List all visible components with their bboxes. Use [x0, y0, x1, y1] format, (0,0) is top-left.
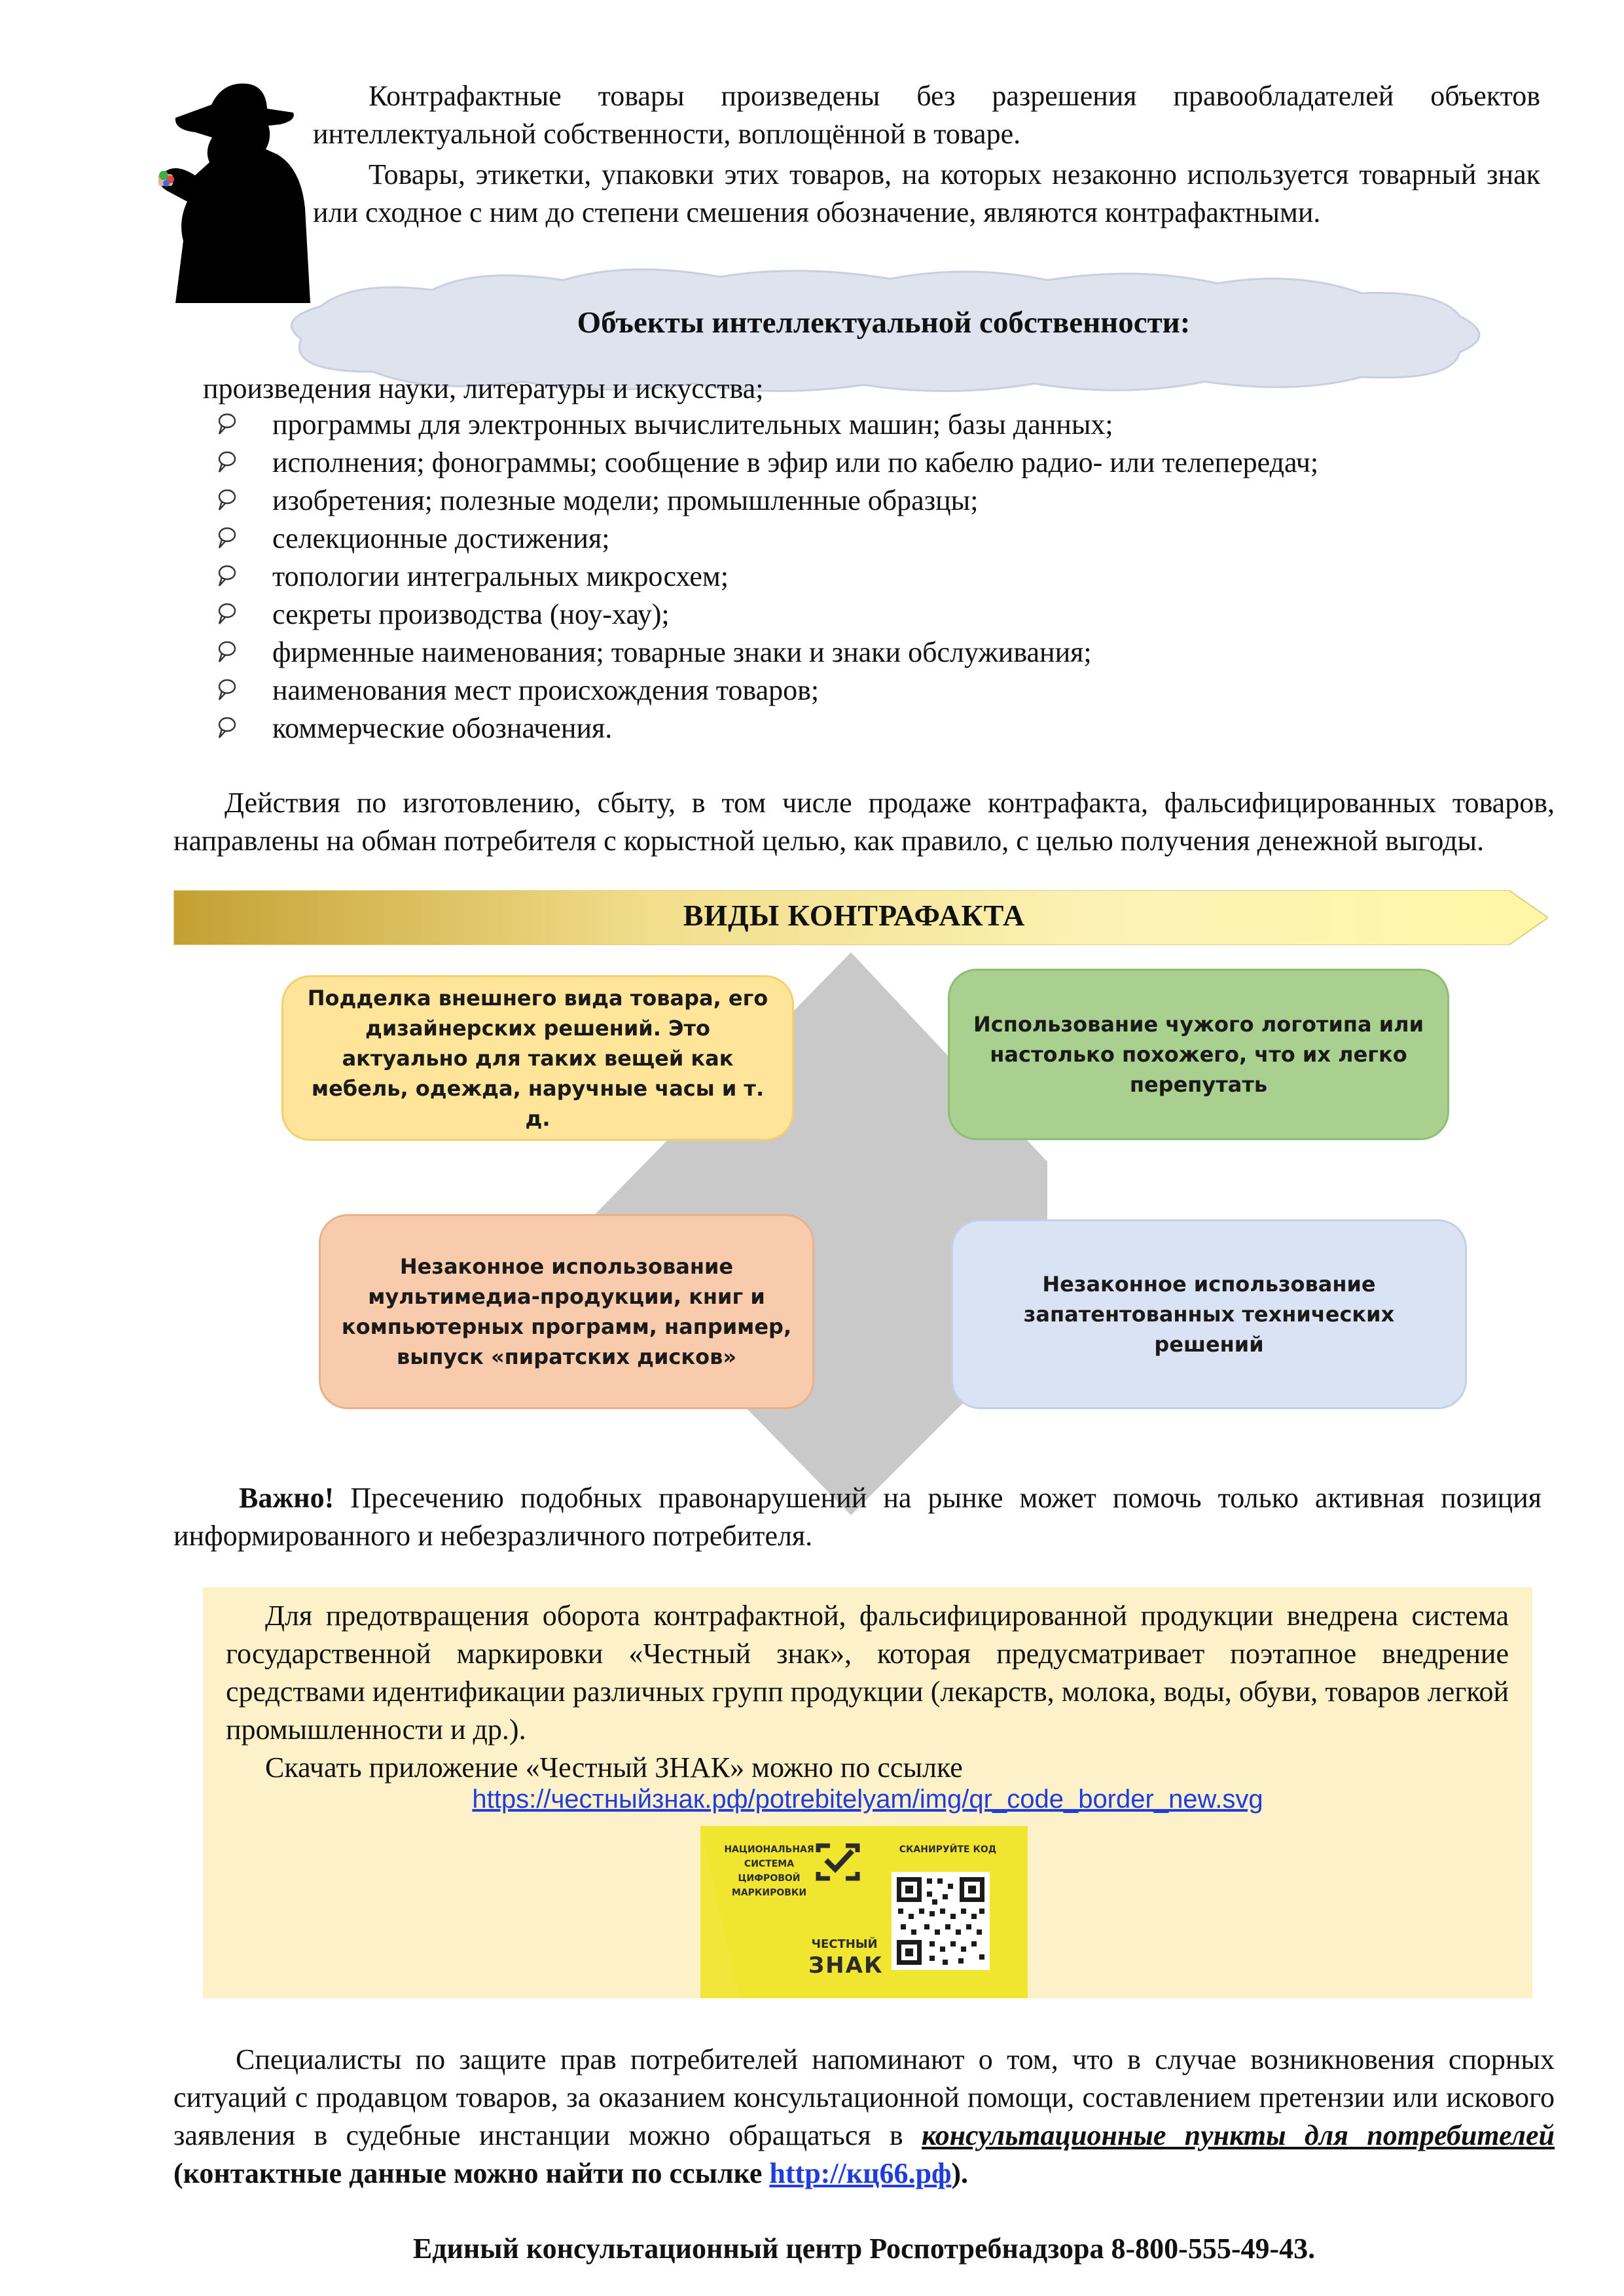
specialists-text-3: ). — [951, 2157, 969, 2189]
card-brand — [808, 1934, 884, 1979]
list-item — [209, 482, 1318, 520]
type-logo-box: Использование чужого логотипа или настолько похожего, что их легко перепутать — [948, 969, 1449, 1140]
speech-bubble-icon — [216, 526, 237, 550]
speech-bubble-icon — [216, 412, 237, 436]
list-item — [209, 444, 1318, 482]
kc66-link[interactable]: http://кц66.рф — [769, 2157, 952, 2189]
list-item-text: фирменные наименования; товарные знаки и знаки обслуживания; — [272, 636, 1092, 668]
hotline-text: Единый консультационный центр Роспотребнадзора 8-800-555-49-43. — [412, 2233, 1316, 2265]
important-label: Важно! — [239, 1482, 334, 1514]
list-item-text: секреты производства (ноу-хау); — [272, 598, 670, 630]
list-item — [209, 672, 1318, 709]
list-item — [209, 520, 1318, 558]
list-item-text: программы для электронных вычислительных машин; базы данных; — [272, 408, 1113, 440]
type-media-box: Незаконное использование мультимедиа-продукции, книг и компьютерных программ, например, выпуск «пиратских дисков» — [319, 1214, 814, 1409]
list-item-text: наименования мест происхождения товаров; — [272, 674, 820, 706]
objects-list — [209, 406, 1318, 747]
card-scan-text: СКАНИРУЙТЕ КОД — [899, 1844, 997, 1855]
card-system-text: НАЦИОНАЛЬНАЯ СИСТЕМА ЦИФРОВОЙ МАРКИРОВКИ — [724, 1844, 814, 1898]
list-item-text: коммерческие обозначения. — [272, 712, 613, 744]
types-title: ВИДЫ КОНТРАФАКТА — [683, 899, 1026, 932]
specialists-paragraph — [173, 2041, 1555, 2193]
speech-bubble-icon — [216, 716, 237, 740]
important-paragraph — [173, 1479, 1542, 1555]
list-item — [209, 634, 1318, 672]
speech-bubble-icon — [216, 564, 237, 588]
list-item-text: селекционные достижения; — [272, 522, 610, 554]
card-brand-small: ЧЕСТНЫЙ — [811, 1937, 878, 1951]
important-text: Пресечению подобных правонарушений на рынке может помочь только активная позиция информированного и небезразличного потребителя. — [173, 1482, 1542, 1552]
type-design-box: Подделка внешнего вида товара, его дизайнерских решений. Это актуально для таких вещей как мебель, одежда, наручные часы и т. д. — [281, 975, 794, 1141]
speech-bubble-icon — [216, 602, 237, 626]
speech-bubble-icon — [216, 488, 237, 512]
specialists-text-1: Специалисты по защите прав потребителей напоминают о том, что в случае возникновения спорных ситуаций с продавцом товаров, за оказанием консультационной помощи, составлением претензии или искового заявления в судебные инстанции можно обращаться в — [173, 2043, 1555, 2151]
list-item — [209, 709, 1318, 747]
speech-bubble-icon — [216, 640, 237, 664]
list-item — [209, 596, 1318, 634]
list-item — [209, 558, 1318, 596]
download-text: Скачать приложение «Честный ЗНАК» можно по ссылке — [265, 1751, 963, 1784]
type-patent-box: Незаконное использование запатентованных технических решений — [951, 1219, 1467, 1409]
card-brand-big: ЗНАК — [808, 1952, 884, 1979]
list-item-text: исполнения; фонограммы; сообщение в эфир или по кабелю радио- или телепередач; — [272, 446, 1319, 478]
speech-bubble-icon — [216, 450, 237, 474]
intro-paragraph-2: Товары, этикетки, упаковки этих товаров, на которых незаконно используется товарный знак или сходное с ним до степени смешения обозначение, являются контрафактными. — [313, 158, 1540, 228]
app-download-link[interactable]: https://честныйзнак.рф/potrebitelyam/img/qr_code_border_new.svg — [472, 1785, 1263, 1814]
objects-lead: произведения науки, литературы и искусства; — [203, 372, 764, 404]
consult-points-link[interactable]: консультационные пункты для потребителей — [921, 2119, 1555, 2151]
speech-bubble-icon — [216, 678, 237, 702]
actions-paragraph: Действия по изготовлению, сбыту, в том числе продаже контрафакта, фальсифицированных товаров, направлены на обман потребителя с корыстной целью, как правило, с целью получения денежной выгоды. — [173, 787, 1555, 857]
list-item — [209, 406, 1318, 444]
marking-paragraph: Для предотвращения оборота контрафактной, фальсифицированной продукции внедрена система государственной маркировки «Честный знак», которая предусматривает поэтапное внедрение средствами идентификации различных групп продукции (лекарств, молока, воды, обуви, товаров легкой промышленности и др.). — [226, 1600, 1509, 1746]
list-item-text: изобретения; полезные модели; промышленные образцы; — [272, 484, 979, 516]
list-item-text: топологии интегральных микросхем; — [272, 560, 729, 592]
specialists-text-2: (контактные данные можно найти по ссылке — [173, 2157, 770, 2189]
objects-title: Объекты интеллектуальной собственности: — [577, 306, 1191, 340]
intro-paragraph-1: Контрафактные товары произведены без разрешения правообладателей объектов интеллектуальной собственности, воплощённой в товаре. — [313, 80, 1540, 150]
